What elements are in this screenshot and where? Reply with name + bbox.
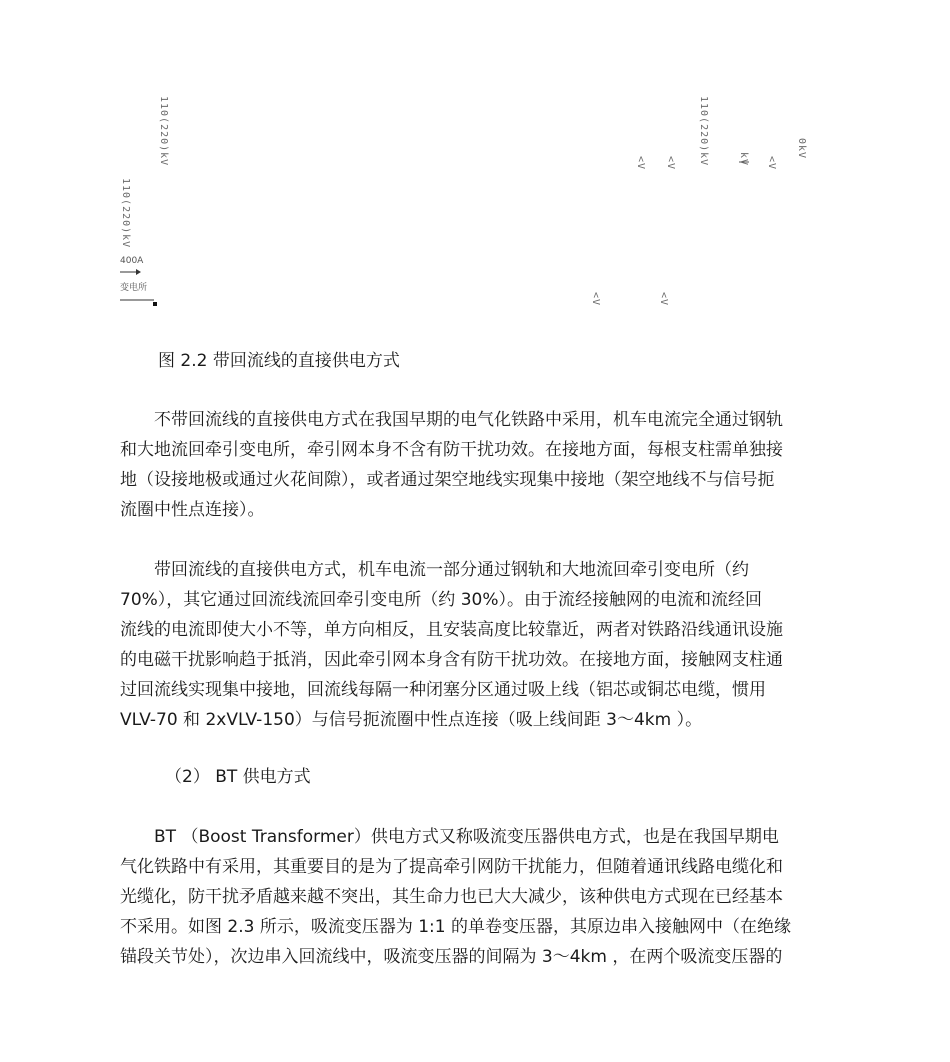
voltage-label: <V bbox=[766, 156, 777, 171]
figure-diagram bbox=[110, 90, 830, 315]
voltage-label: <V bbox=[658, 292, 669, 307]
paragraph-line: 过回流线实现集中接地，回流线每隔一种闭塞分区通过吸上线（铝芯或铜芯电缆，惯用 bbox=[120, 680, 766, 700]
paragraph bbox=[120, 555, 832, 735]
paragraph-line: 光缆化，防干扰矛盾越来越不突出，其生命力也已大大减少，该种供电方式现在已经基本 bbox=[120, 887, 783, 907]
paragraph-line: 流线的电流即使大小不等，单方向相反，且安装高度比较靠近，两者对铁路沿线通讯设施 bbox=[120, 620, 783, 640]
voltage-label: 110(220)kV bbox=[698, 96, 709, 167]
voltage-label: <V bbox=[590, 292, 601, 307]
paragraph-line: 不采用。如图 2.3 所示，吸流变压器为 1:1 的单卷变压器，其原边串入接触网中（在绝缘 bbox=[120, 917, 792, 937]
paragraph-line: 70%），其它通过回流线流回牵引变电所（约 30%）。由于流经接触网的电流和流经回 bbox=[120, 590, 762, 610]
paragraph-line: 地（设接地极或通过火花间隙），或者通过架空地线实现集中接地（架空地线不与信号扼 bbox=[120, 470, 775, 490]
paragraph-line: VLV-70 和 2xVLV-150）与信号扼流圈中性点连接（吸上线间距 3～4km ）。 bbox=[120, 710, 703, 730]
diagram-lines bbox=[110, 90, 830, 315]
paragraph-line: 带回流线的直接供电方式，机车电流一部分通过钢轨和大地流回牵引变电所（约 bbox=[120, 560, 749, 580]
current-label: 400A bbox=[120, 256, 144, 266]
terminal-square bbox=[153, 302, 157, 306]
paragraph-line: 不带回流线的直接供电方式在我国早期的电气化铁路中采用，机车电流完全通过钢轨 bbox=[120, 410, 783, 430]
paragraph-line: 流圈中性点连接）。 bbox=[120, 500, 265, 520]
voltage-label: 110(220)kV bbox=[120, 178, 131, 249]
voltage-label: 0kV bbox=[796, 138, 807, 160]
substation-label: 变电所 bbox=[120, 283, 148, 293]
arrow-head bbox=[136, 269, 141, 275]
figure-caption: 图 2.2 带回流线的直接供电方式 bbox=[158, 351, 400, 371]
paragraph-line: 的电磁干扰影响趋于抵消，因此牵引网本身含有防干扰功效。在接地方面，接触网支柱通 bbox=[120, 650, 783, 670]
paragraph-line: BT （Boost Transformer）供电方式又称吸流变压器供电方式，也是在我国早期电 bbox=[120, 827, 779, 847]
paragraph-line: 气化铁路中有采用，其重要目的是为了提高牵引网防干扰能力，但随着通讯线路电缆化和 bbox=[120, 857, 783, 877]
paragraph-line: 锚段关节处），次边串入回流线中，吸流变压器的间隔为 3～4km ，在两个吸流变压器的 bbox=[120, 947, 783, 967]
voltage-label: kV bbox=[738, 152, 749, 167]
paragraph bbox=[120, 822, 832, 972]
voltage-label: <V bbox=[665, 156, 676, 171]
voltage-label: <V bbox=[635, 156, 646, 171]
paragraph-line: 和大地流回牵引变电所，牵引网本身不含有防干扰功效。在接地方面，每根支柱需单独接 bbox=[120, 440, 783, 460]
section-heading: （2） BT 供电方式 bbox=[165, 767, 311, 787]
paragraph bbox=[120, 405, 832, 525]
voltage-label: 110(220)kV bbox=[158, 96, 169, 167]
